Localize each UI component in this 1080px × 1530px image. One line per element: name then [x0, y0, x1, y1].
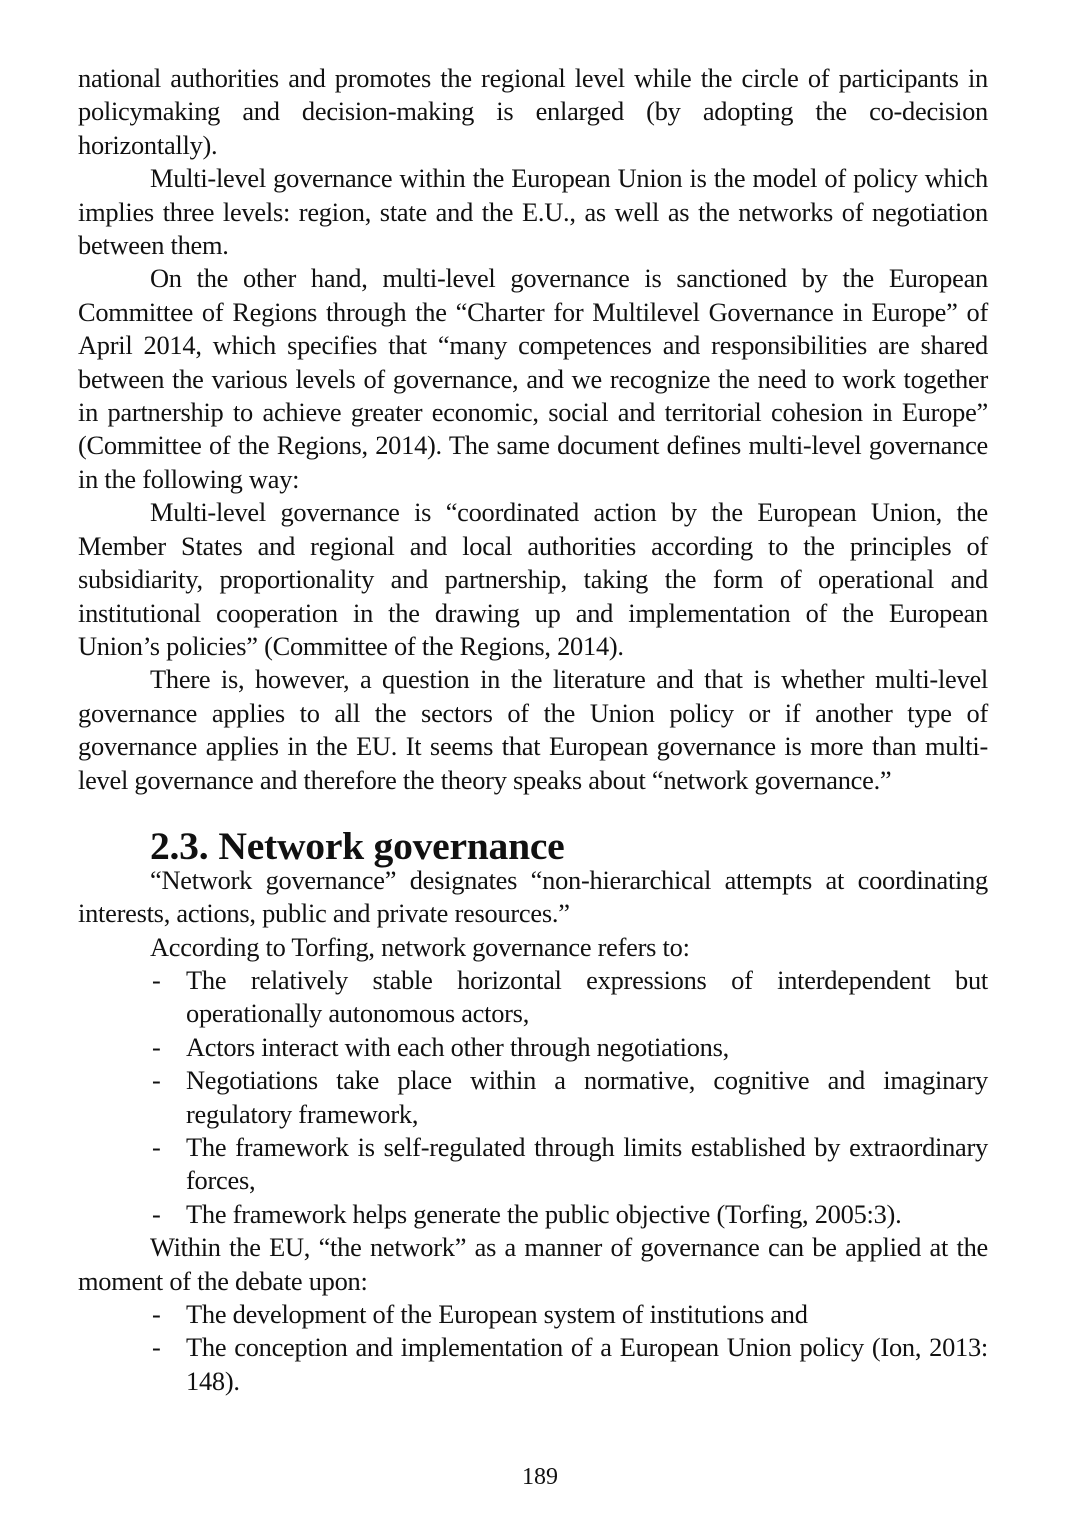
list-item-text: The framework helps generate the public objective (Torfing, 2005:3). — [186, 1198, 902, 1229]
paragraph-literature-question: There is, however, a question in the literature and that is whether multi-level governance applies to all the sectors of the Union policy or if another type of governance applies in the EU. It seems that European governance is more than multi-level governance and therefore the theory speaks about “network governance.” — [78, 664, 988, 795]
list-item — [78, 1031, 988, 1064]
section-heading — [78, 824, 988, 869]
paragraph-eu-network: Within the EU, “the network” as a manner of governance can be applied at the moment of the debate upon: — [78, 1232, 988, 1296]
list-item-text: The conception and implementation of a European Union policy (Ion, 2013: 148). — [186, 1332, 988, 1396]
dash-bullet-icon: - — [152, 1031, 161, 1062]
section-title: Network governance — [218, 824, 565, 869]
paragraph-network-definition: “Network governance” designates “non-hierarchical attempts at coordinating interests, actions, public and private resources.” — [78, 864, 988, 929]
list-item — [78, 1064, 988, 1131]
dash-bullet-icon: - — [152, 1065, 161, 1096]
page-number: 189 — [522, 1464, 558, 1490]
list-item — [78, 1198, 988, 1231]
dash-bullet-icon: - — [152, 1332, 161, 1363]
torfing-list — [78, 964, 988, 1231]
paragraph-mlg-definition: Multi-level governance is “coordinated action by the European Union, the Member States and regional and local authorities according to the principles of subsidiarity, proportionality and partnership, taking the form of operational and institutional cooperation in the drawing up and implementation of the European Union’s policies” (Committee of the Regions, 2014). — [78, 497, 988, 661]
list-item-text: The framework is self-regulated through limits established by extraordinary forces, — [186, 1131, 988, 1196]
dash-bullet-icon: - — [152, 1131, 161, 1162]
paragraph-charter: On the other hand, multi-level governance is sanctioned by the European Committee of Regions through the “Charter for Multilevel Governance in Europe” of April 2014, which specifies that “many competences and responsibilities are shared between the various levels of governance, and we recognize the need to work together in partnership to achieve greater economic, social and territorial cohesion in Europe” (Committee of the Regions, 2014). The same document defines multi-level governance in the following way: — [78, 263, 988, 494]
list-item — [78, 1298, 988, 1331]
paragraph-mlg-model: Multi-level governance within the European Union is the model of policy which implies three levels: region, state and the E.U., as well as the networks of negotiation between them. — [78, 163, 988, 261]
paragraph-torfing-intro: According to Torfing, network governance refers to: — [150, 931, 690, 962]
dash-bullet-icon: - — [152, 1299, 161, 1330]
dash-bullet-icon: - — [152, 1198, 161, 1229]
dash-bullet-icon: - — [152, 964, 161, 995]
paragraph-continuation: national authorities and promotes the regional level while the circle of participants in policymaking and decision-making is enlarged (by adopting the co-decision horizontally). — [78, 63, 988, 160]
list-item — [78, 964, 988, 1031]
list-item-text: The relatively stable horizontal expressions of interdependent but operationally autonomous actors, — [186, 964, 988, 1029]
document-page — [78, 62, 988, 1398]
eu-list — [78, 1298, 988, 1398]
list-item-text: Negotiations take place within a normative, cognitive and imaginary regulatory framework, — [186, 1065, 988, 1129]
list-item-text: The development of the European system of institutions and — [186, 1299, 808, 1330]
list-item — [78, 1331, 988, 1398]
section-number: 2.3. — [150, 824, 209, 869]
list-item-text: Actors interact with each other through negotiations, — [186, 1031, 729, 1062]
list-item — [78, 1131, 988, 1198]
